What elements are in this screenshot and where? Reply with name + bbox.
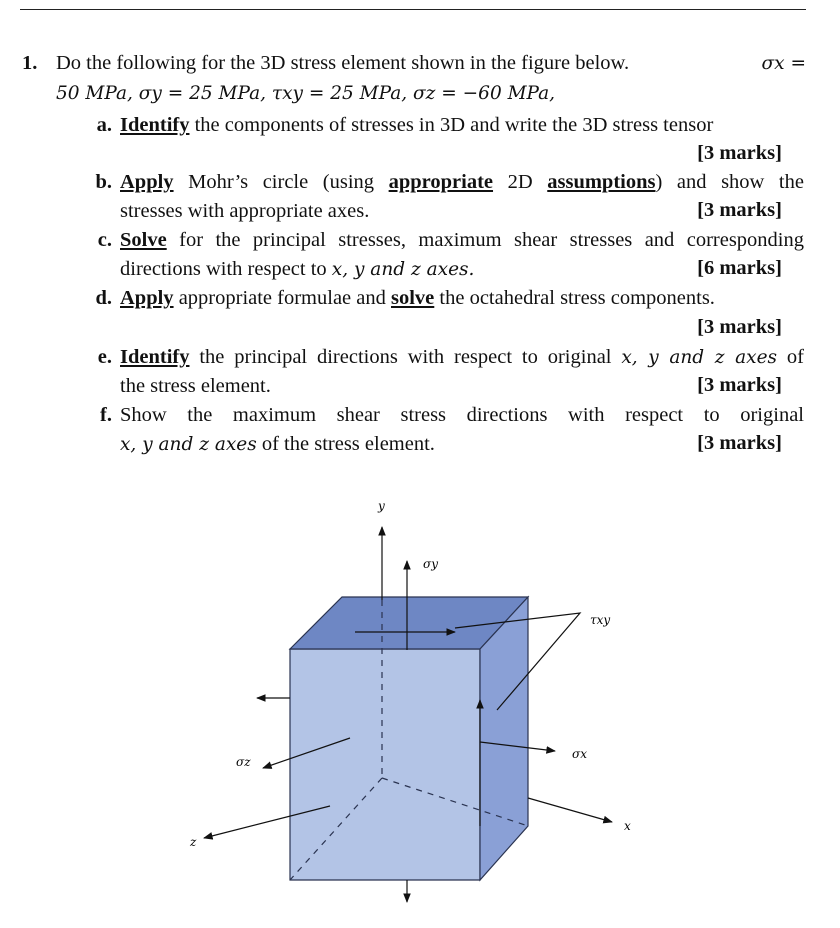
part-c-body: for the principal stresses, maximum shear stresses and corresponding: [166, 229, 804, 251]
part-d-label: d.: [95, 287, 112, 309]
z-axis-label: z: [190, 835, 197, 849]
part-d-marks: [3 marks]: [697, 316, 782, 338]
part-d-keyword: Apply: [120, 287, 174, 309]
given-values: 50 MPa, σy = 25 MPa, τxy = 25 MPa, σz = −60 MPa,: [56, 83, 556, 104]
part-f-line2-math: x, y and z axes: [120, 434, 257, 455]
y-axis-label: y: [378, 499, 385, 513]
part-f-line2-text: of the stress element.: [256, 433, 435, 455]
part-e-body-a: the principal directions with respect to original: [189, 346, 622, 368]
x-axis-arrow: [528, 798, 612, 822]
part-a-keyword: Identify: [120, 114, 190, 136]
sigma-x-label: σx: [572, 747, 587, 761]
part-e-label: e.: [97, 346, 112, 368]
part-b-line2: stresses with appropriate axes.: [120, 200, 370, 222]
part-f-marks: [3 marks]: [697, 432, 782, 454]
part-c-marks: [6 marks]: [697, 257, 782, 279]
part-c-label: c.: [97, 229, 112, 251]
part-c-line2-text: directions with respect to: [120, 258, 332, 280]
question-number: 1.: [22, 52, 38, 74]
part-c-keyword: Solve: [120, 229, 167, 251]
sigma-x-given: σx =: [761, 53, 806, 74]
part-d-body-b: the octahedral stress components.: [434, 287, 715, 309]
sigma-z-label: σz: [236, 755, 251, 769]
part-f-text: Show the maximum shear stress directions with respect to original: [120, 404, 804, 426]
part-b-body-c: ) and show the: [655, 171, 804, 193]
part-e-marks: [3 marks]: [697, 374, 782, 396]
part-b-body-b: 2D: [493, 171, 548, 193]
part-d-keyword2: solve: [391, 287, 435, 309]
cube-front-face: [290, 649, 480, 880]
part-b-keyword: Apply: [120, 171, 174, 193]
part-b-marks: [3 marks]: [697, 199, 782, 221]
part-e-body-b: of: [777, 346, 805, 368]
part-e-line2: the stress element.: [120, 375, 271, 397]
part-c-line2-math: x, y and z axes.: [331, 259, 475, 280]
part-f-label: f.: [100, 404, 112, 426]
part-a-label: a.: [96, 114, 112, 136]
part-e-math: x, y and z axes: [621, 347, 778, 368]
part-e-keyword: Identify: [120, 346, 190, 368]
sigma-y-label: σy: [423, 557, 438, 571]
x-axis-label: x: [624, 819, 631, 833]
part-b-label: b.: [95, 171, 112, 193]
question-intro: Do the following for the 3D stress element shown in the figure below.: [56, 52, 630, 74]
part-d-body-a: appropriate formulae and: [173, 287, 391, 309]
part-a-body: the components of stresses in 3D and write the 3D stress tensor: [189, 114, 714, 136]
part-a-marks: [3 marks]: [697, 142, 782, 164]
part-b-keyword3: assumptions: [547, 171, 656, 193]
part-b-body-a: Mohr’s circle (using: [173, 171, 389, 193]
part-b-keyword2: appropriate: [388, 171, 494, 193]
tau-xy-label: τxy: [590, 613, 611, 627]
